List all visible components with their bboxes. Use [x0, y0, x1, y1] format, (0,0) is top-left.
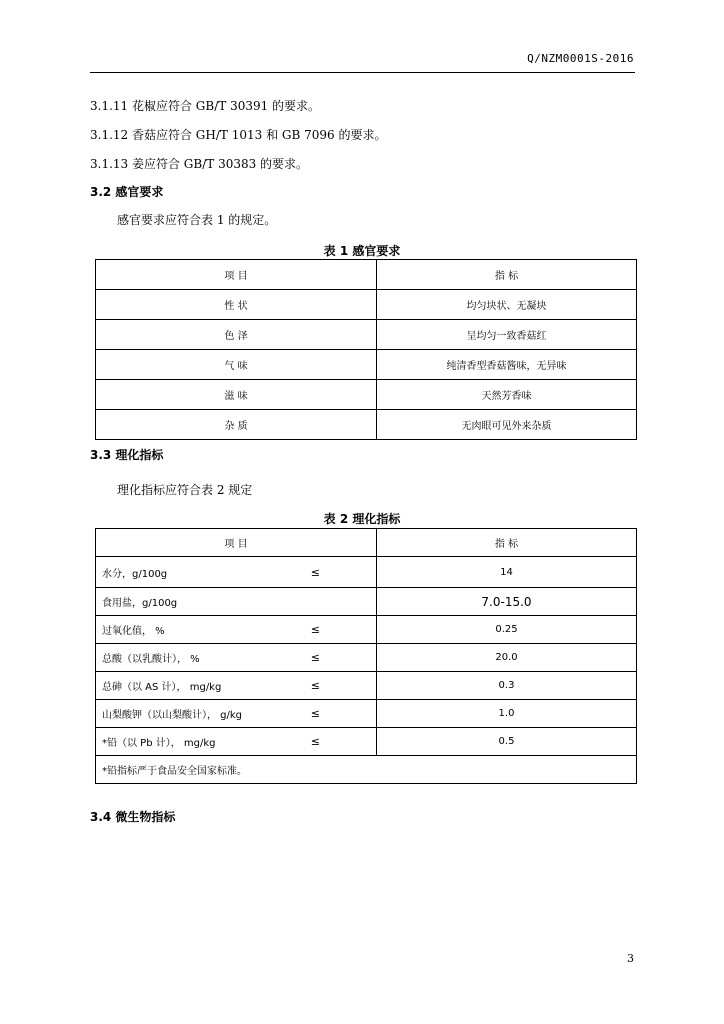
row-item: 过氧化值， % — [102, 626, 165, 637]
table-row — [96, 672, 637, 700]
row-item: 总酸（以乳酸计）， % — [102, 654, 200, 665]
table-row — [96, 350, 637, 380]
section-3-3-heading: 3.3 理化指标 — [90, 448, 164, 462]
row-value: 14 — [377, 557, 637, 588]
table-row — [96, 616, 637, 644]
table-row — [96, 290, 637, 320]
row-value: 7.0-15.0 — [377, 588, 637, 616]
row-item-cell — [96, 557, 377, 588]
row-item: 总砷（以 AS 计）， mg/kg — [102, 682, 222, 693]
row-value: 1.0 — [377, 700, 637, 728]
row-value: 0.3 — [377, 672, 637, 700]
clause-3-1-11: 3.1.11 花椒应符合 GB/T 30391 的要求。 — [90, 99, 321, 113]
section-3-2-intro: 感官要求应符合表 1 的规定。 — [117, 213, 277, 227]
row-item: 色 泽 — [96, 320, 377, 350]
row-value: 天然芳香味 — [377, 380, 637, 410]
row-value: 0.25 — [377, 616, 637, 644]
table-1-caption: 表 1 感官要求 — [323, 244, 401, 258]
row-value: 0.5 — [377, 728, 637, 756]
physicochemical-table — [95, 528, 637, 784]
page-number: 3 — [627, 952, 634, 965]
row-value: 纯清香型香菇酱味，无异味 — [377, 350, 637, 380]
row-item-cell — [96, 700, 377, 728]
table-row — [96, 588, 637, 616]
table-row — [96, 320, 637, 350]
le-symbol: ≤ — [310, 707, 320, 720]
row-value: 20.0 — [377, 644, 637, 672]
le-symbol: ≤ — [310, 565, 320, 579]
table-footnote-row — [96, 756, 637, 784]
row-item: 食用盐，g/100g — [102, 598, 178, 609]
row-item: *铅（以 Pb 计）， mg/kg — [102, 738, 216, 749]
section-3-4-heading: 3.4 微生物指标 — [90, 810, 176, 824]
row-item-cell — [96, 588, 377, 616]
le-symbol: ≤ — [310, 679, 320, 692]
row-item: 杂 质 — [96, 410, 377, 440]
row-item: 性 状 — [96, 290, 377, 320]
le-symbol: ≤ — [310, 623, 320, 636]
sensory-table — [95, 259, 637, 440]
table-row — [96, 380, 637, 410]
row-item: 山梨酸钾（以山梨酸计）， g/kg — [102, 710, 243, 721]
header-rule — [90, 72, 635, 73]
clause-3-1-13: 3.1.13 姜应符合 GB/T 30383 的要求。 — [90, 157, 309, 171]
row-value: 呈均匀一致香菇红 — [377, 320, 637, 350]
table-footnote: *铅指标严于食品安全国家标准。 — [96, 756, 637, 784]
table-row — [96, 410, 637, 440]
table-header-row — [96, 529, 637, 557]
row-item-cell — [96, 672, 377, 700]
row-item-cell — [96, 728, 377, 756]
section-3-3-intro: 理化指标应符合表 2 规定 — [117, 483, 253, 497]
row-value: 无肉眼可见外来杂质 — [377, 410, 637, 440]
le-symbol: ≤ — [310, 651, 320, 664]
header-item: 项 目 — [96, 529, 377, 557]
header-index: 指 标 — [377, 529, 637, 557]
table-2-caption: 表 2 理化指标 — [323, 512, 401, 526]
row-item: 气 味 — [96, 350, 377, 380]
section-3-2-heading: 3.2 感官要求 — [90, 185, 164, 199]
table-row — [96, 728, 637, 756]
document-code: Q/NZM0001S-2016 — [527, 52, 634, 65]
table-header-row — [96, 260, 637, 290]
table-row — [96, 644, 637, 672]
header-item: 项 目 — [96, 260, 377, 290]
row-item-cell — [96, 644, 377, 672]
table-row — [96, 700, 637, 728]
row-item: 水分，g/100g — [102, 568, 168, 580]
row-value: 均匀块状、无凝块 — [377, 290, 637, 320]
clause-3-1-12: 3.1.12 香菇应符合 GH/T 1013 和 GB 7096 的要求。 — [90, 128, 387, 142]
row-item: 滋 味 — [96, 380, 377, 410]
le-symbol: ≤ — [310, 735, 320, 748]
table-row — [96, 557, 637, 588]
row-item-cell — [96, 616, 377, 644]
header-index: 指 标 — [377, 260, 637, 290]
